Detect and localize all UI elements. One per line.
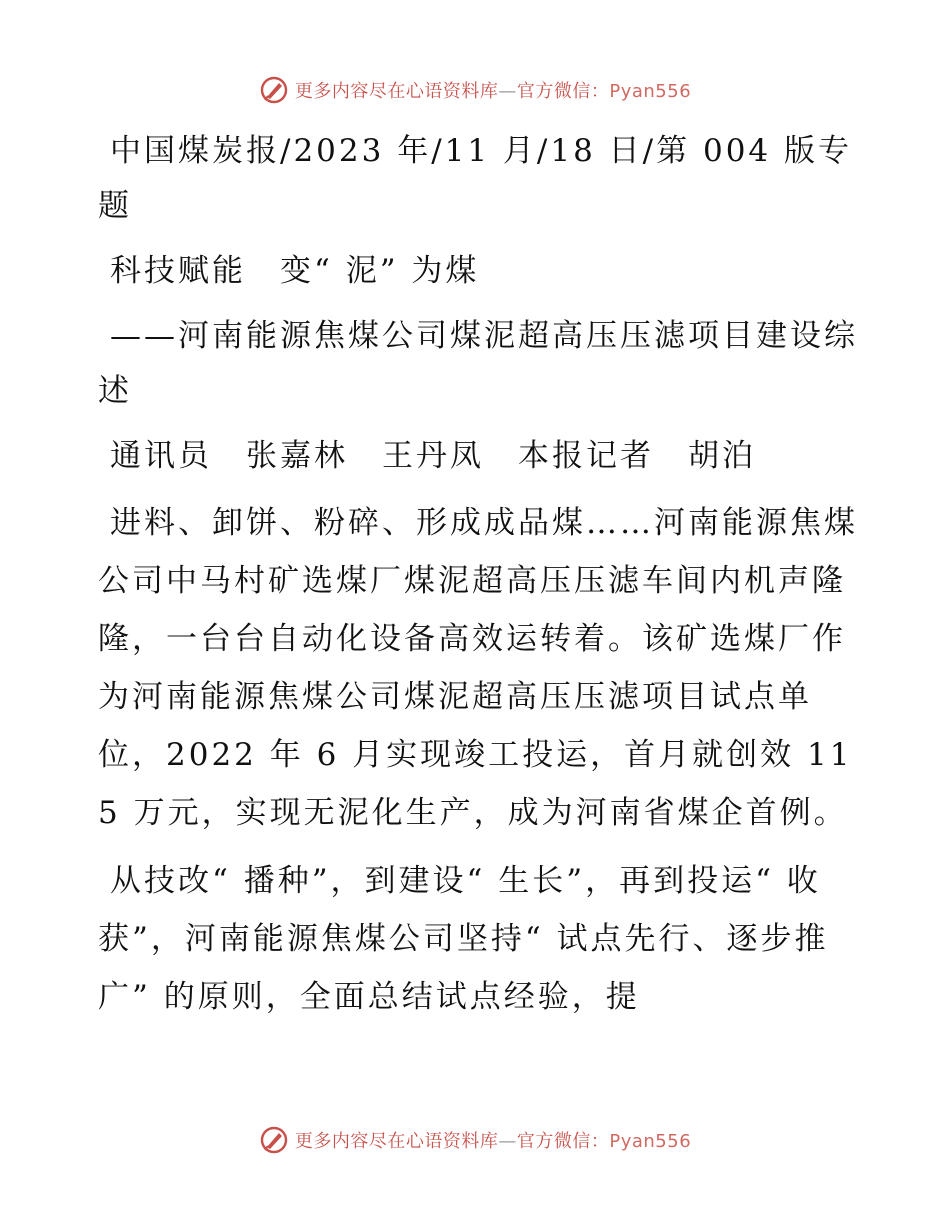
- watermark-text: [295, 77, 691, 103]
- watermark-suffix: 官方微信：: [516, 1131, 610, 1152]
- quill-logo-icon: [259, 75, 289, 105]
- article-subtitle: ——河南能源焦煤公司煤泥超高压压滤项目建设综述: [98, 318, 858, 409]
- watermark-header: [0, 70, 950, 110]
- watermark-id: Pyan556: [609, 1131, 692, 1152]
- watermark-text: [295, 1127, 691, 1153]
- source-line: 中国煤炭报/2023 年/11 月/18 日/第 004 版专题: [98, 133, 853, 224]
- article-paragraph: 进料、卸饼、粉碎、形成成品煤……河南能源焦煤公司中马村矿选煤厂煤泥超高压压滤车间内机声隆隆，一台台自动化设备高效运转着。该矿选煤厂作为河南能源焦煤公司煤泥超高压压滤项目试点单位，2022 年 6 月实现竣工投运，首月就创效 115 万元，实现无泥化生产，成为河南省煤企首例。: [98, 505, 858, 831]
- watermark-dash: —: [498, 81, 517, 102]
- article-headline: 科技赋能 变“ 泥” 为煤: [110, 253, 480, 289]
- watermark-suffix: 官方微信：: [516, 81, 610, 102]
- watermark-dash: —: [498, 1131, 517, 1152]
- quill-logo-icon: [259, 1125, 289, 1155]
- article-paragraph: 从技改“ 播种”，到建设“ 生长”，再到投运“ 收获”，河南能源焦煤公司坚持“ 试点先行、逐步推广” 的原则，全面总结试点经验，提: [98, 863, 829, 1015]
- watermark-prefix: 更多内容尽在心语资料库: [294, 81, 499, 102]
- article-body: [98, 124, 858, 1036]
- watermark-footer: [0, 1120, 950, 1160]
- watermark-id: Pyan556: [609, 81, 692, 102]
- watermark-prefix: 更多内容尽在心语资料库: [294, 1131, 499, 1152]
- article-byline: 通讯员 张嘉林 王丹凤 本报记者 胡泊: [110, 438, 756, 474]
